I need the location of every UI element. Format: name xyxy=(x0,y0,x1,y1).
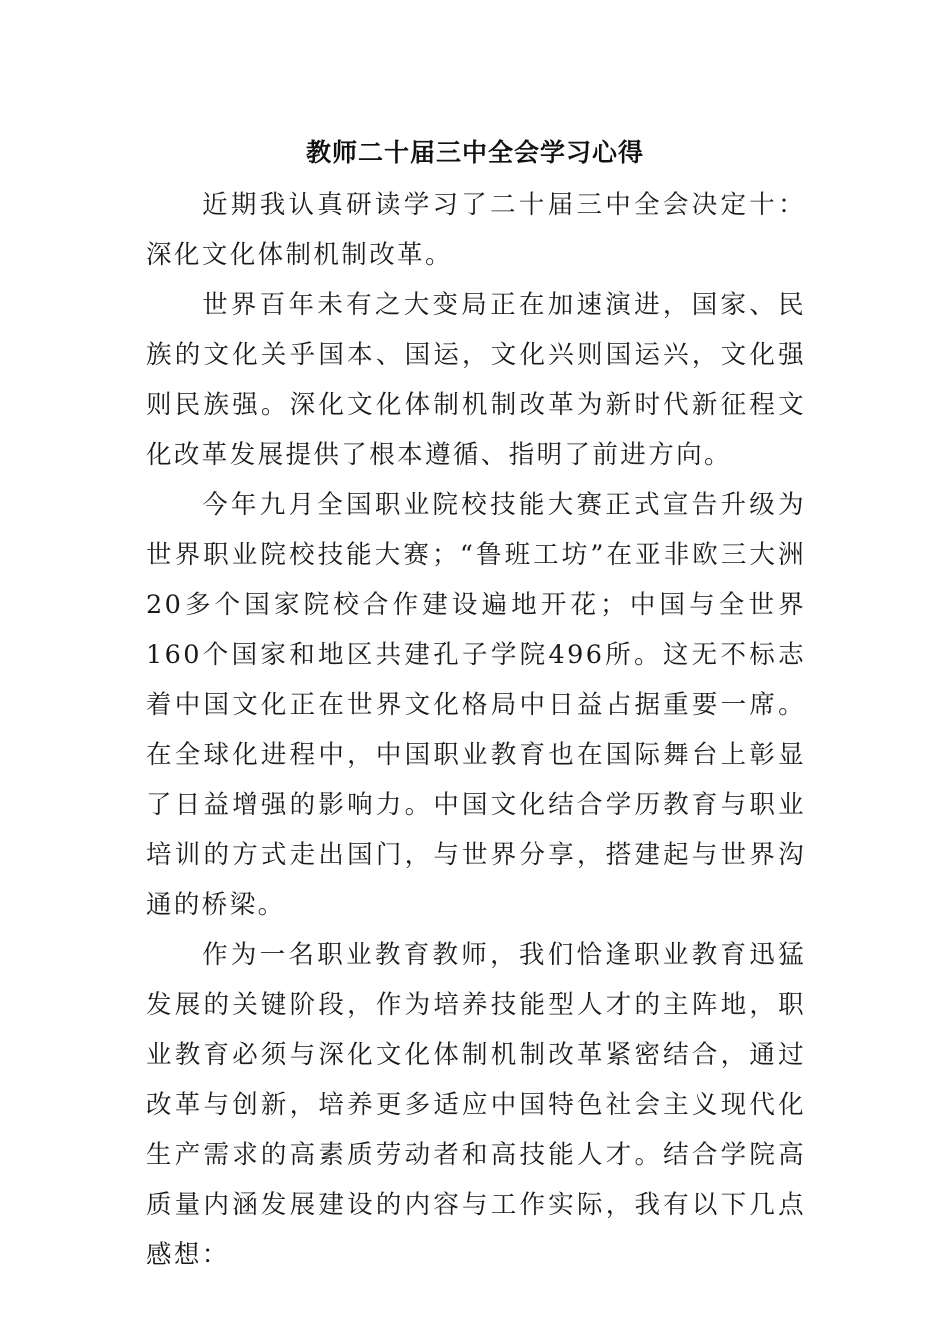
paragraph: 近期我认真研读学习了二十届三中全会决定十：深化文化体制机制改革。 xyxy=(146,190,806,270)
document-body xyxy=(146,180,806,1280)
paragraph: 今年九月全国职业院校技能大赛正式宣告升级为世界职业院校技能大赛；“鲁班工坊”在亚非欧三大洲20多个国家院校合作建设遍地开花；中国与全世界160个国家和地区共建孔子学院496所。这无不标志着中国文化正在世界文化格局中日益占据重要一席。在全球化进程中，中国职业教育也在国际舞台上彰显了日益增强的影响力。中国文化结合学历教育与职业培训的方式走出国门，与世界分享，搭建起与世界沟通的桥梁。 xyxy=(146,490,806,920)
paragraph: 作为一名职业教育教师，我们恰逢职业教育迅猛发展的关键阶段，作为培养技能型人才的主阵地，职业教育必须与深化文化体制机制改革紧密结合，通过改革与创新，培养更多适应中国特色社会主义现代化生产需求的高素质劳动者和高技能人才。结合学院高质量内涵发展建设的内容与工作实际，我有以下几点感想： xyxy=(146,940,806,1270)
document-title: 教师二十届三中全会学习心得 xyxy=(305,138,644,167)
paragraph: 世界百年未有之大变局正在加速演进，国家、民族的文化关乎国本、国运，文化兴则国运兴，文化强则民族强。深化文化体制机制改革为新时代新征程文化改革发展提供了根本遵循、指明了前进方向。 xyxy=(146,290,806,470)
